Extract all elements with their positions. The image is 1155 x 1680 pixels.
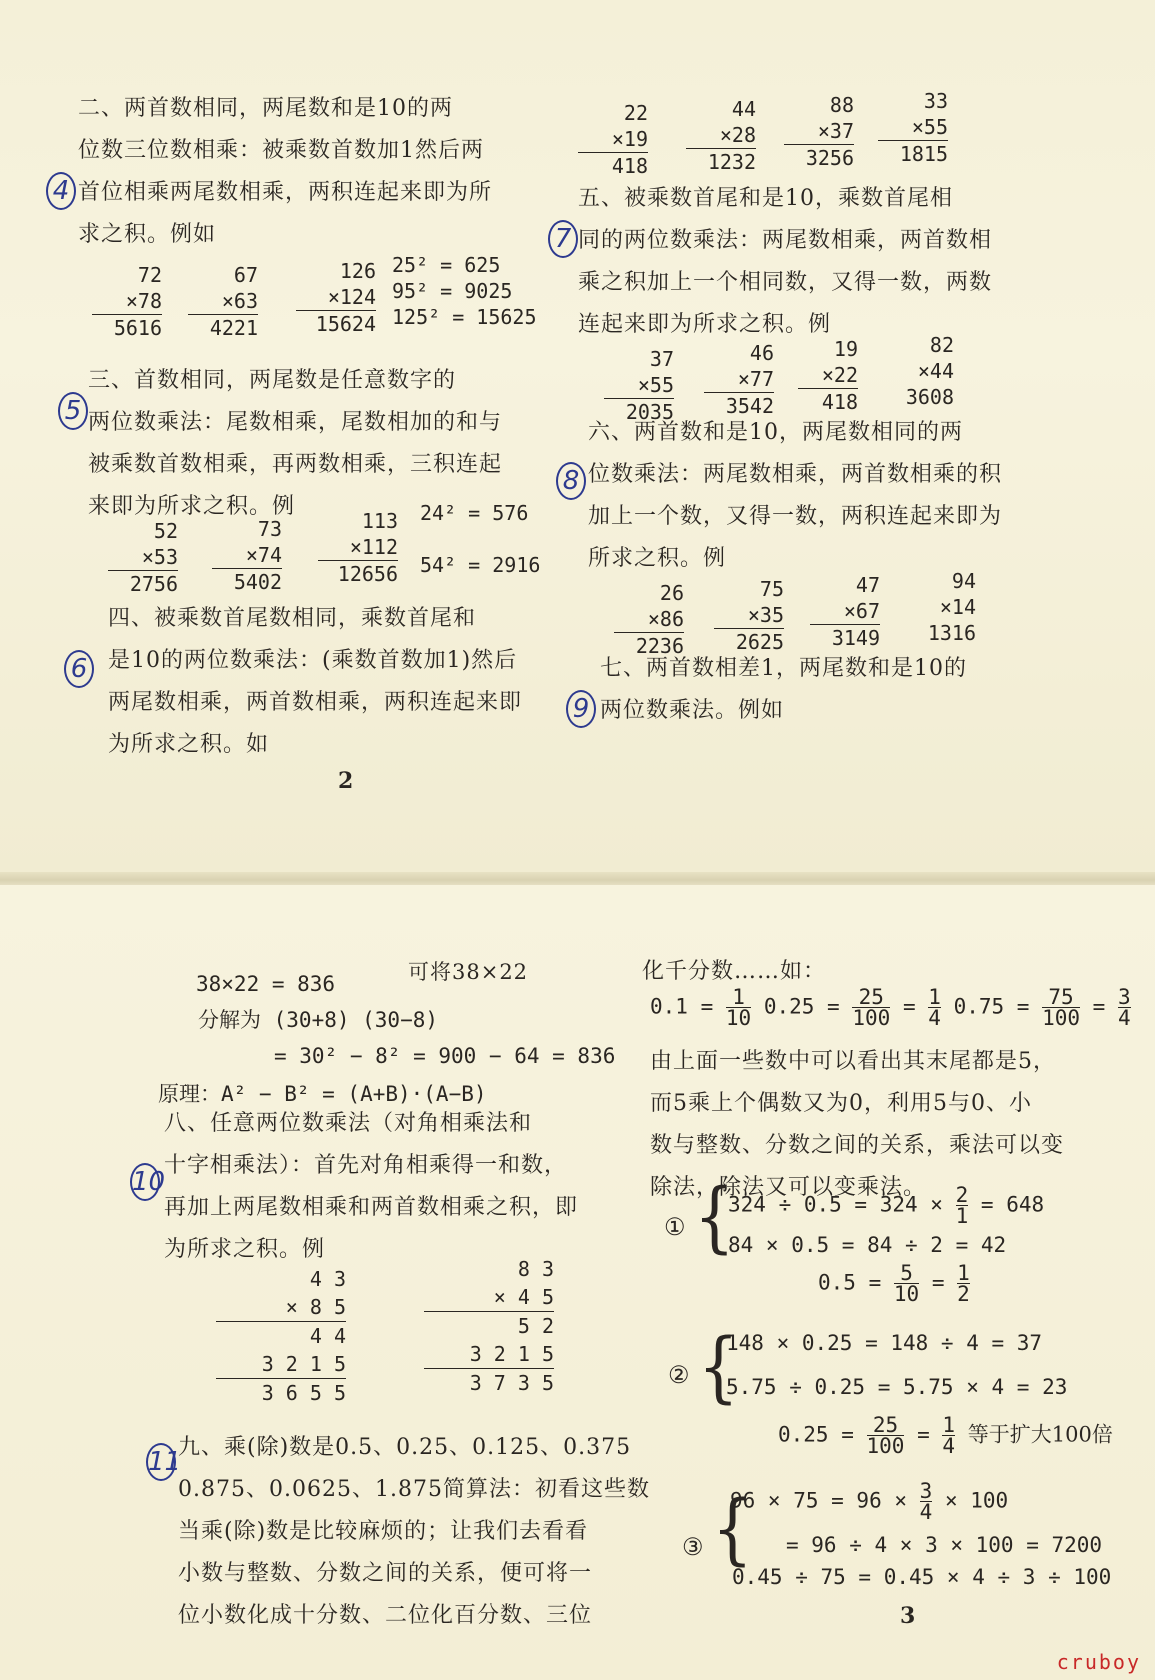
handwritten-mark-8: 8 bbox=[556, 462, 586, 500]
section-3-text: 三、首数相同，两尾数是任意数字的 两位数乘法：尾数相乘，尾数相加的和与 被乘数首数相乘，再两数相乘，三积连起 来即为所求之积。例 bbox=[88, 368, 503, 519]
diff-squares-line-1: 38×22 = 836 bbox=[196, 972, 336, 996]
example-1-line-2: 84 × 0.5 = 84 ÷ 2 = 42 bbox=[728, 1233, 1007, 1257]
example-2-1: 72 ×78 5616 bbox=[92, 262, 162, 341]
handwritten-mark-9: 9 bbox=[566, 690, 596, 728]
example-3-line-3: 0.45 ÷ 75 = 0.45 × 4 ÷ 3 ÷ 100 bbox=[732, 1565, 1112, 1589]
example-3-line-1: 96 × 75 = 96 × $\frac{3}{4}$ × 100 bbox=[730, 1479, 1009, 1524]
cross-multiply-example-2: 8 3 × 4 5 5 2 3 2 1 5 3 7 3 5 bbox=[424, 1255, 554, 1397]
section-6-text: 六、两首数和是10，两尾数相同的两 位数乘法：两尾数相乘，两首数相乘的积 加上一个数，又得一数，两积连起来即为 所求之积。例 bbox=[588, 420, 1003, 571]
section-5-text: 五、被乘数首尾和是10，乘数首尾相 同的两位数乘法：两尾数相乘，两首数相 乘之积加上一个相同数，又得一数，两数 连起来即为所求之积。例 bbox=[578, 186, 993, 337]
handwritten-mark-4: 4 bbox=[46, 172, 76, 210]
example-6-1: 26 ×86 2236 bbox=[614, 580, 684, 659]
right-heading: 化千分数……如： bbox=[642, 959, 827, 984]
squares-2: 25² = 625 95² = 9025 125² = 15625 bbox=[392, 253, 537, 329]
brace-1: { bbox=[694, 1173, 735, 1263]
section-9-text: 九、乘(除)数是0.5、0.25、0.125、0.375 0.875、0.0625、1.875简算法：初看这些数 当乘(除)数是比较麻烦的；让我们去看看 小数与整数、分数之间的关系，便可将一 位小数化成十分数、二位化百分数、三位 bbox=[178, 1435, 650, 1628]
handwritten-mark-5: 5 bbox=[58, 392, 88, 430]
example-2-3: 126 ×124 15624 bbox=[296, 258, 376, 337]
example-4-3: 88 ×37 3256 bbox=[784, 92, 854, 171]
squares-3: 24² = 576 54² = 2916 bbox=[420, 501, 541, 577]
example-6-4: 94 ×14 1316 bbox=[927, 569, 976, 645]
example-label-2: ② bbox=[668, 1361, 690, 1389]
watermark: cruboy bbox=[1056, 1650, 1141, 1674]
brace-2: { bbox=[698, 1323, 739, 1413]
section-7-text: 七、两首数相差1，两尾数和是10的 两位数乘法。例如 bbox=[600, 656, 967, 723]
brace-3: { bbox=[712, 1485, 753, 1575]
handwritten-mark-10: 10 bbox=[130, 1163, 160, 1201]
page-spread-bottom bbox=[0, 885, 1155, 1680]
example-5-4: 82 ×44 3608 bbox=[905, 333, 954, 409]
example-2-line-2: 5.75 ÷ 0.25 = 5.75 × 4 = 23 bbox=[726, 1375, 1068, 1399]
diff-squares-note: 可将38×22 bbox=[408, 960, 529, 984]
example-3-3: 113 ×112 12656 bbox=[318, 508, 398, 587]
example-2-2: 67 ×63 4221 bbox=[188, 262, 258, 341]
fraction-equivalents: 0.1 = $\frac{1}{10}$ 0.25 = $\frac{25}{100}$ = $\frac{1}{4}$ 0.75 = $\frac{75}{100}$ = $\frac{3}{4}$ bbox=[650, 985, 1131, 1030]
diff-squares-line-2: 分解为 (30+8) (30−8) bbox=[198, 1008, 439, 1032]
example-label-3: ③ bbox=[682, 1533, 704, 1561]
section-8-text: 八、任意两位数乘法（对角相乘法和 十字相乘法）：首先对角相乘得一和数， 再加上两尾数相乘和两首数相乘之积，即 为所求之积。例 bbox=[164, 1111, 579, 1262]
example-label-1: ① bbox=[664, 1213, 686, 1241]
example-2-line-1: 148 × 0.25 = 148 ÷ 4 = 37 bbox=[726, 1331, 1043, 1355]
example-3-1: 52 ×53 2756 bbox=[108, 518, 178, 597]
example-5-3: 19 ×22 418 bbox=[798, 336, 858, 415]
handwritten-mark-11: 11 bbox=[146, 1443, 176, 1481]
example-1-line-1: 324 ÷ 0.5 = 324 × $\frac{2}{1}$ = 648 bbox=[728, 1183, 1045, 1228]
section-4-text: 四、被乘数首尾数相同，乘数首尾和 是10的两位数乘法：(乘数首数加1)然后 两尾数相乘，两首数相乘，两积连起来即 为所求之积。如 bbox=[108, 606, 523, 757]
principle-line: 原理：A² − B² = (A+B)·(A−B) bbox=[158, 1082, 487, 1106]
diff-squares-line-3: = 30² − 8² = 900 − 64 = 836 bbox=[274, 1044, 616, 1068]
example-3-2: 73 ×74 5402 bbox=[212, 516, 282, 595]
example-5-1: 37 ×55 2035 bbox=[604, 346, 674, 425]
example-6-3: 47 ×67 3149 bbox=[810, 572, 880, 651]
example-4-4: 33 ×55 1815 bbox=[878, 88, 948, 167]
right-paragraph: 由上面一些数中可以看出其末尾都是5， 而5乘上个偶数又为0，利用5与0、小 数与整数、分数之间的关系，乘法可以变 除法，除法又可以变乘法。 bbox=[650, 1049, 1065, 1200]
page-number-right: 3 bbox=[900, 1603, 916, 1629]
handwritten-mark-6: 6 bbox=[64, 650, 94, 688]
handwritten-mark-7: 7 bbox=[548, 220, 578, 258]
example-1-line-3: 0.5 = $\frac{5}{10}$ = $\frac{1}{2}$ bbox=[818, 1261, 970, 1306]
page-number-left: 2 bbox=[338, 768, 354, 794]
example-4-1: 22 ×19 418 bbox=[578, 100, 648, 179]
example-5-2: 46 ×77 3542 bbox=[704, 340, 774, 419]
example-3-line-2: = 96 ÷ 4 × 3 × 100 = 7200 bbox=[786, 1533, 1103, 1557]
example-4-2: 44 ×28 1232 bbox=[686, 96, 756, 175]
example-6-2: 75 ×35 2625 bbox=[714, 576, 784, 655]
example-2-line-3: 0.25 = $\frac{25}{100}$ = $\frac{1}{4}$ 等于扩大100倍 bbox=[778, 1413, 1113, 1458]
cross-multiply-example-1: 4 3 × 8 5 4 4 3 2 1 5 3 6 5 5 bbox=[216, 1265, 346, 1407]
section-2-text: 二、两首数相同，两尾数和是10的两 位数三位数相乘：被乘数首数加1然后两 首位相乘两尾数相乘，两积连起来即为所 求之积。例如 bbox=[78, 96, 493, 247]
